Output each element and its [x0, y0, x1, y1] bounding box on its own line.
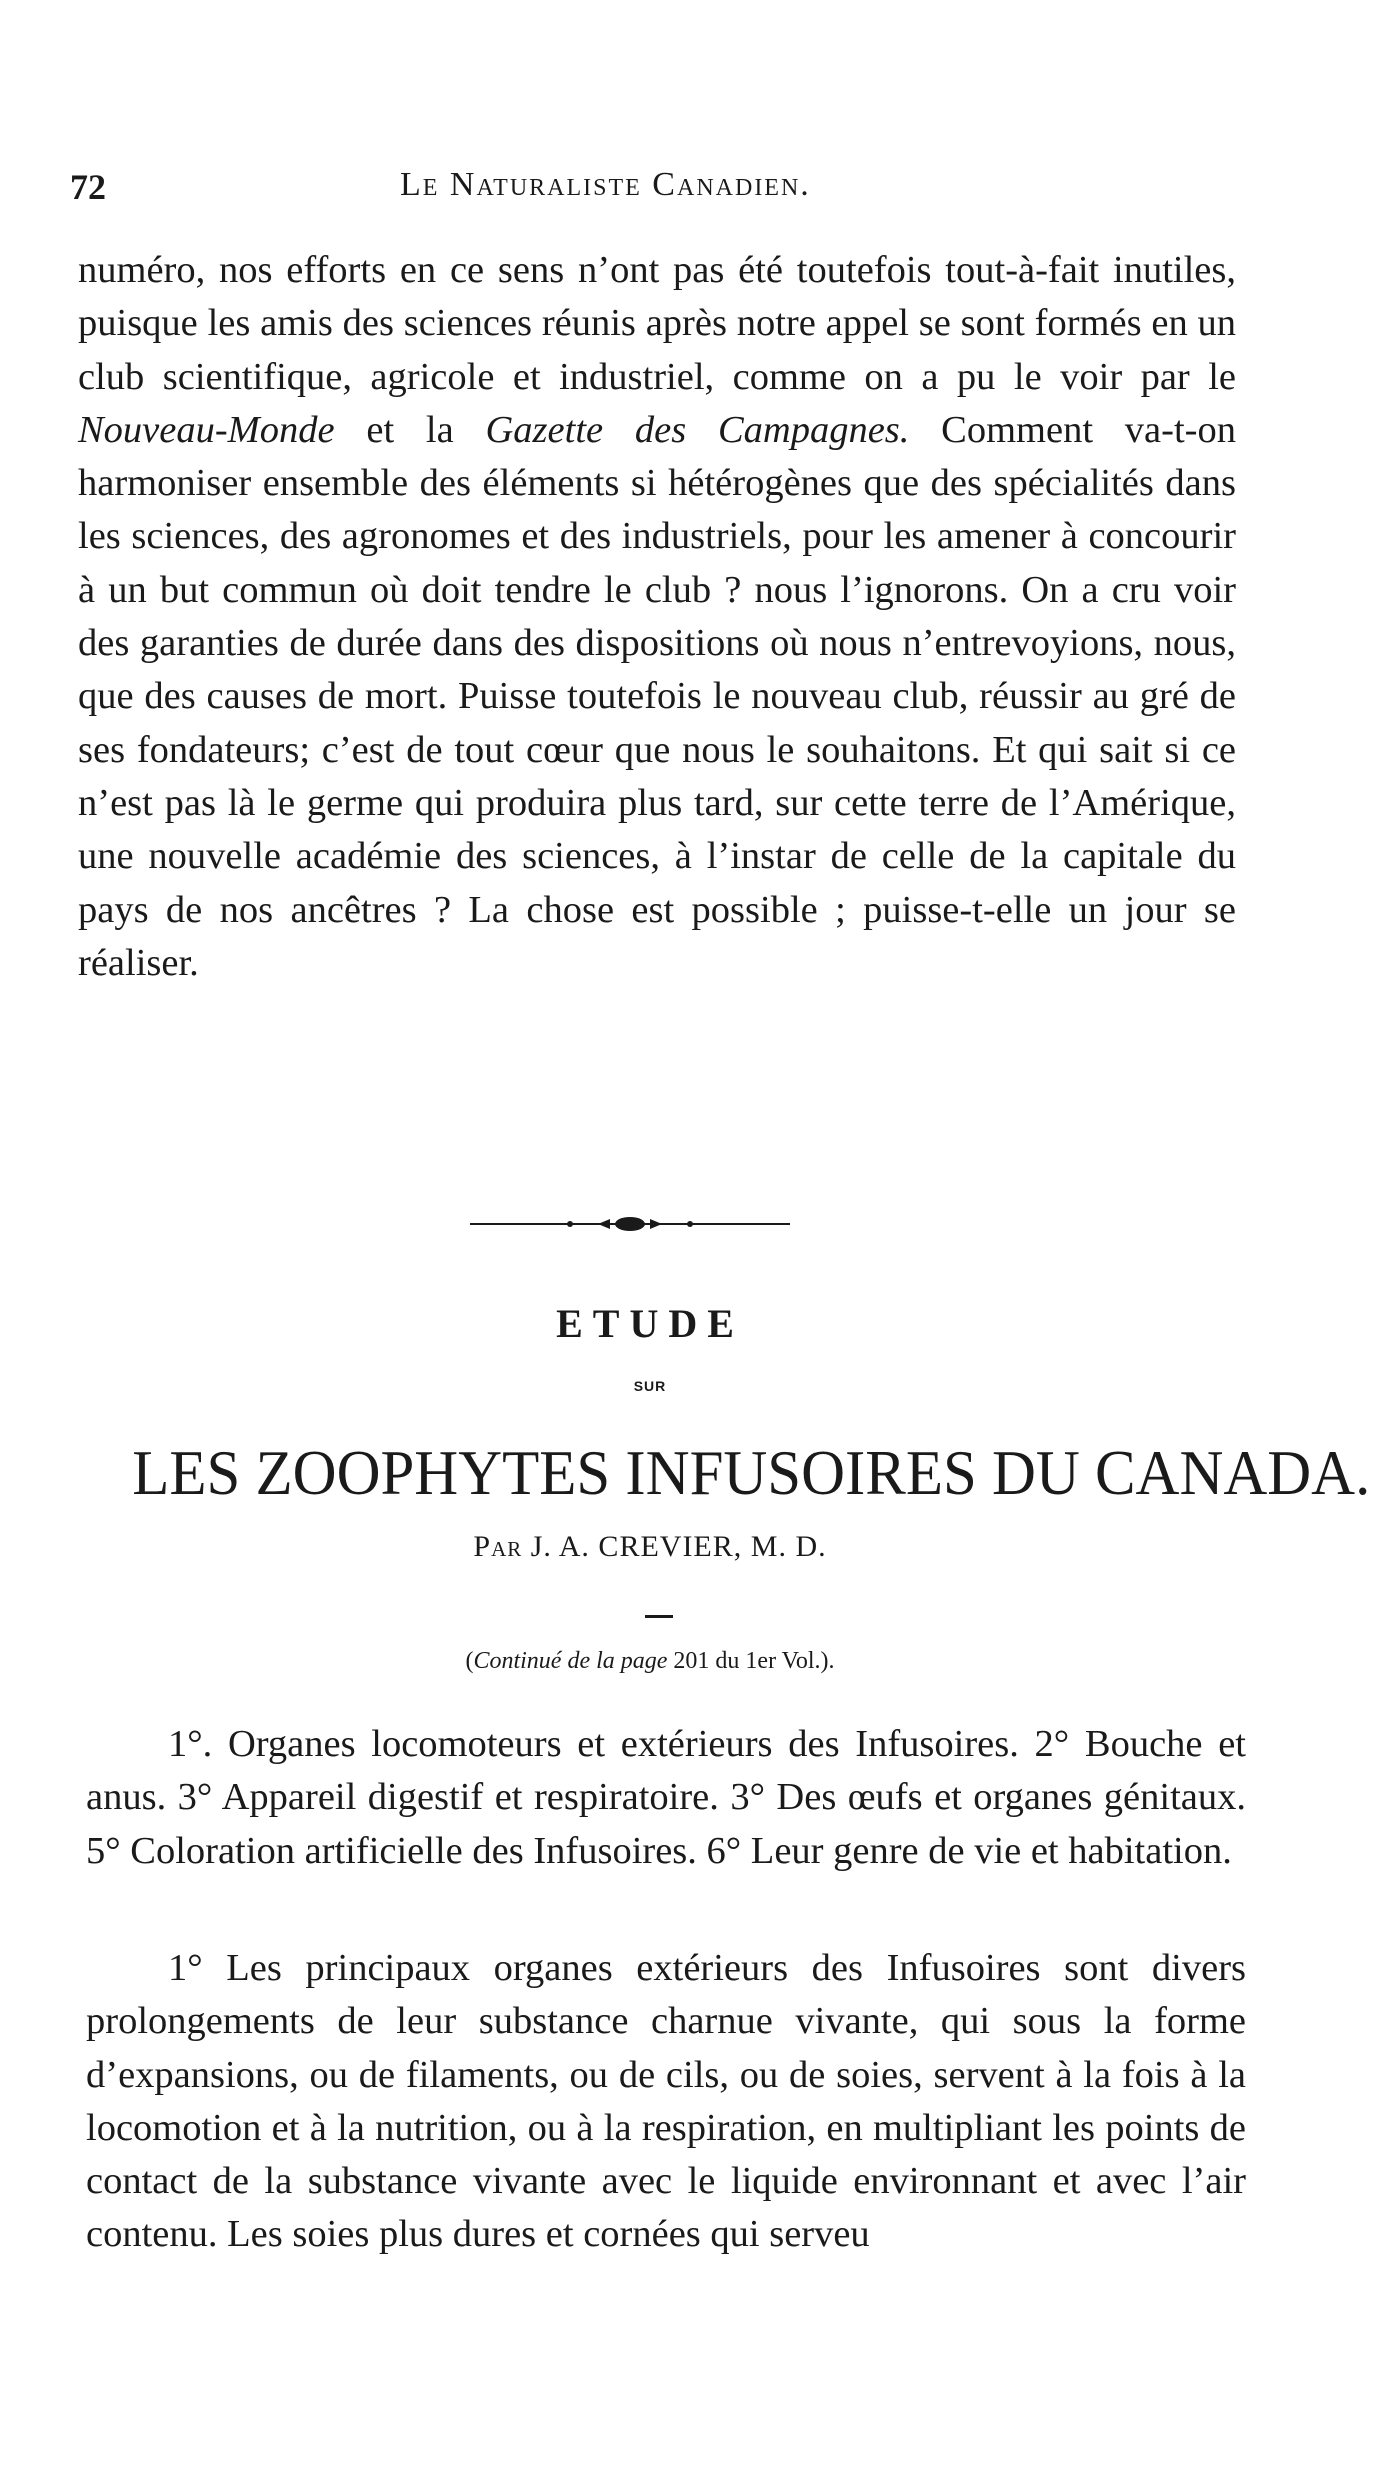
byline-prefix: Par [473, 1530, 523, 1563]
paragraph-continued [78, 244, 1236, 990]
italic-reference-gazette: Gazette des Campagnes. [485, 408, 910, 451]
article-title-word: ETUDE [556, 1301, 744, 1346]
continued-page-number: 201 [667, 1648, 716, 1674]
byline-author: J. A. CREVIER, M. D. [522, 1530, 827, 1563]
continued-rest: du 1er Vol.). [715, 1648, 835, 1674]
article-main-title: LES ZOOPHYTES INFUSOIRES DU CANADA. [132, 1437, 1371, 1508]
continued-note [0, 1648, 1300, 1675]
paragraph-text: Comment va-t-on harmoniser ensemble des éléments si hétérogènes que des spécialités dans les sciences, des agronomes et des industriels, pour les amener à concourir à un but commun où doit tendre le club ? nous l’ignorons. On a cru voir des garanties de durée dans des dispositions où nous n’entrevoyions, nous, que des causes de mort. Puisse toutefois le nouveau club, réussir au gré de ses fondateurs; c’est de tout cœur que nous le souhaitons. Et qui sait si ce n’est pas là le germe qui produira plus tard, sur cette terre de l’Amérique, une nouvelle académie des sciences, à l’instar de celle de la capitale du pays de nos ancêtres ? La chose est possible ; puisse-t-elle un jour se réaliser. [78, 408, 1236, 984]
continued-italic: Continué de la page [473, 1648, 668, 1674]
paragraph-text: et la [334, 408, 486, 451]
short-rule [645, 1615, 673, 1618]
page-number: 72 [70, 167, 106, 207]
italic-reference-nouveau-monde: Nouveau-Monde [78, 408, 335, 451]
running-head [70, 166, 1240, 210]
continued-open-paren: ( [465, 1648, 474, 1674]
byline [0, 1530, 1300, 1564]
paragraph-contents: 1°. Organes locomoteurs et extérieurs des Infusoires. 2° Bouche et anus. 3° Appareil digestif et respiratoire. 3° Des œufs et organes génitaux. 5° Coloration artificielle des Infusoires. 6° Leur genre de vie et habitation. [86, 1723, 1246, 1872]
section-ornament [470, 1212, 790, 1236]
paragraph-text: numéro, nos efforts en ce sens n’ont pas été toutefois tout-à-fait inutiles, puisque les amis des sciences réunis après notre appel se sont formés en un club scientifique, agricole et industriel, comme on a pu le voir par le [78, 249, 1236, 398]
article-title-connector: SUR [633, 1378, 667, 1394]
paragraph-organes: 1° Les principaux organes extérieurs des Infusoires sont divers prolongements de leur substance charnue vivante, qui sous la forme d’expansions, ou de filaments, ou de cils, ou de soies, servent à la fois à la locomotion et à la nutrition, ou à la respiration, en multipliant les points de contact de la substance vivante avec le liquide environnant et avec l’air contenu. Les soies plus dures et cornées qui serveu [86, 1947, 1246, 2256]
journal-title: Le Naturaliste Canadien. [400, 166, 811, 203]
